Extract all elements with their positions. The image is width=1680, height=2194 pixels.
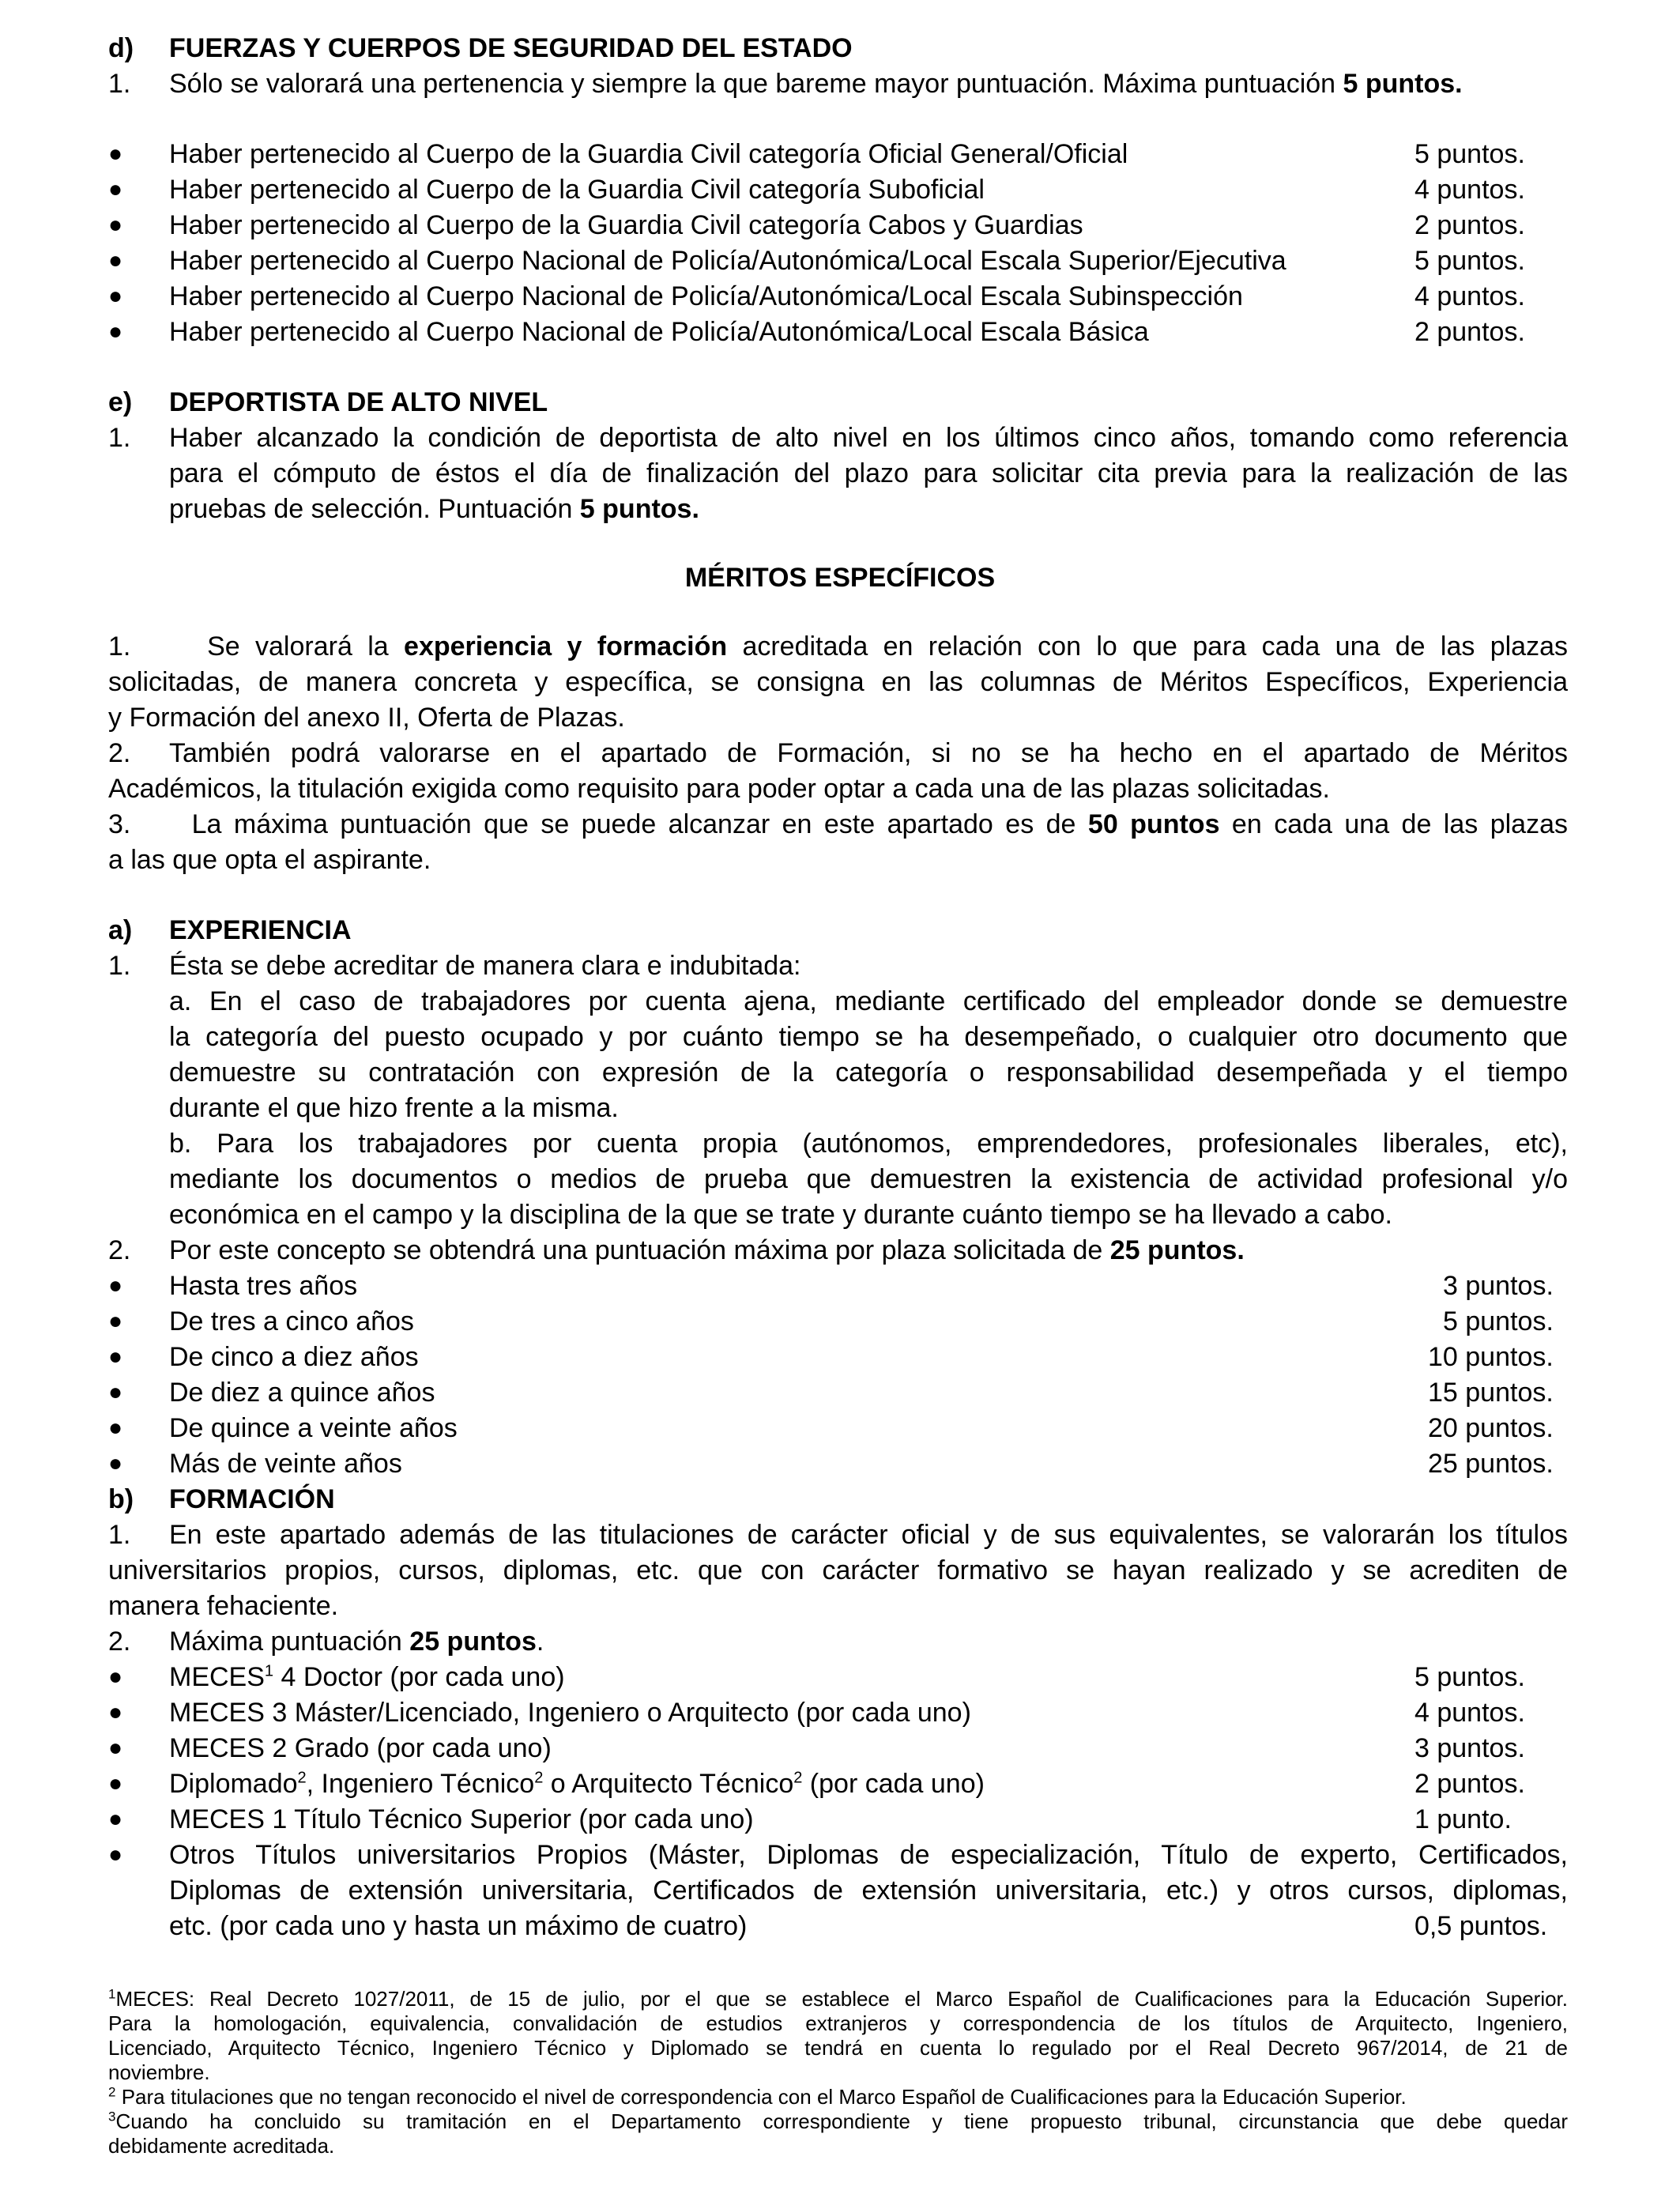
paragraph-text: a las que opta el aspirante. xyxy=(108,845,431,875)
paragraph-text xyxy=(169,66,1463,101)
paragraph-text: En este apartado además de las titulaciones de carácter oficial y de sus equivalentes, se valorarán los títulos xyxy=(169,1520,1568,1550)
footnote-ref: 1 xyxy=(264,1662,274,1680)
footnote-text: Para la homologación, equivalencia, convalidación de estudios extranjeros y correspondencia de los títulos de Arquitecto, Ingeniero, xyxy=(108,2011,1568,2035)
item-text: Haber pertenecido al Cuerpo de la Guardia Civil categoría Suboficial xyxy=(169,175,985,205)
item-points: 2 puntos. xyxy=(1414,317,1525,347)
paragraph-number: 1. xyxy=(108,951,131,981)
paragraph-text xyxy=(108,629,1568,664)
footnote-text: Para titulaciones que no tengan reconocido el nivel de correspondencia con el Marco Español de Cualificaciones para la Educación Superior. xyxy=(115,2085,1407,2109)
item-text: De cinco a diez años xyxy=(169,1342,419,1372)
meritos-heading: MÉRITOS ESPECÍFICOS xyxy=(684,563,996,593)
footnote-ref: 2 xyxy=(793,1769,803,1787)
text-run: acreditada en relación con lo que para cada una de las plazas xyxy=(727,631,1569,662)
paragraph-text: mediante los documentos o medios de prueba que demuestren la existencia de actividad profesional y/o xyxy=(169,1164,1568,1194)
footnote-text: debidamente acreditada. xyxy=(108,2134,335,2158)
paragraph-text: Ésta se debe acreditar de manera clara e indubitada: xyxy=(169,951,801,981)
footnote-1-line xyxy=(108,2036,1568,2060)
bullet-icon: ● xyxy=(108,283,123,309)
paragraph-text xyxy=(169,492,699,526)
paragraph-number: 1. xyxy=(108,423,131,453)
paragraph-text: y Formación del anexo II, Oferta de Plazas. xyxy=(108,703,625,733)
item-points: 15 puntos. xyxy=(1428,1378,1554,1408)
item-text: Haber pertenecido al Cuerpo Nacional de Policía/Autonómica/Local Escala Superior/Ejecutiva xyxy=(169,246,1286,276)
section-letter: d) xyxy=(108,33,134,63)
paragraph-text: para el cómputo de éstos el día de finalización del plazo para solicitar cita previa para la realización de las xyxy=(169,458,1568,488)
bullet-icon: ● xyxy=(108,1770,123,1796)
item-text: De tres a cinco años xyxy=(169,1306,414,1336)
footnote-text: Cuando ha concluido su tramitación en el Departamento correspondiente y tiene propuesto tribunal, circunstancia que debe quedar xyxy=(115,2109,1568,2133)
footnote-ref: 2 xyxy=(534,1769,544,1787)
text-run: Se valorará la xyxy=(207,631,405,662)
item-text: Haber pertenecido al Cuerpo de la Guardia Civil categoría Oficial General/Oficial xyxy=(169,139,1128,169)
bold-run: 25 puntos. xyxy=(1109,1235,1245,1265)
paragraph-text: manera fehaciente. xyxy=(108,1591,339,1621)
bullet-icon: ● xyxy=(108,1344,123,1370)
item-text: etc. (por cada uno y hasta un máximo de cuatro) xyxy=(169,1911,748,1941)
text-run: Por este concepto se obtendrá una puntuación máxima por plaza solicitada de xyxy=(169,1235,1110,1265)
item-points: 5 puntos. xyxy=(1414,139,1525,169)
text-run: . xyxy=(536,1627,544,1657)
bullet-icon: ● xyxy=(108,1699,123,1725)
bullet-icon: ● xyxy=(108,141,123,167)
bullet-icon: ● xyxy=(108,1842,123,1868)
bold-run: 25 puntos xyxy=(409,1627,537,1657)
bold-run: 5 puntos. xyxy=(579,494,699,524)
paragraph-text: b. Para los trabajadores por cuenta propia (autónomos, emprendedores, profesionales liberales, etc), xyxy=(169,1129,1568,1159)
footnote-1-line xyxy=(108,2011,1568,2036)
item-text xyxy=(169,1660,565,1695)
text-run: , Ingeniero Técnico xyxy=(306,1769,535,1799)
paragraph-text: solicitadas, de manera concreta y específica, se consigna en las columnas de Méritos Específicos, Experiencia xyxy=(108,667,1568,697)
item-text: Otros Títulos universitarios Propios (Máster, Diplomas de especialización, Título de experto, Certificados, xyxy=(169,1840,1568,1870)
item-text: Haber pertenecido al Cuerpo Nacional de Policía/Autonómica/Local Escala Básica xyxy=(169,317,1149,347)
paragraph-number: 2. xyxy=(108,1235,131,1265)
text-run: en cada una de las plazas xyxy=(1219,809,1569,839)
text-run: (por cada uno) xyxy=(802,1769,985,1799)
text-run: o Arquitecto Técnico xyxy=(543,1769,794,1799)
item-points: 3 puntos. xyxy=(1414,1733,1525,1763)
bold-run: experiencia y formación xyxy=(404,631,728,662)
section-letter: e) xyxy=(108,387,133,417)
item-text: MECES 2 Grado (por cada uno) xyxy=(169,1733,552,1763)
bullet-icon: ● xyxy=(108,1450,123,1476)
paragraph-text: a. En el caso de trabajadores por cuenta ajena, mediante certificado del empleador donde se demuestre xyxy=(169,986,1568,1016)
footnote-marker: 3 xyxy=(108,2109,116,2124)
section-letter: b) xyxy=(108,1484,134,1514)
bullet-icon: ● xyxy=(108,1308,123,1334)
bold-run: 5 puntos. xyxy=(1343,69,1463,99)
bullet-icon: ● xyxy=(108,1272,123,1299)
text-run: 4 Doctor (por cada uno) xyxy=(273,1662,565,1692)
footnote-2 xyxy=(108,2085,1407,2109)
item-points: 10 puntos. xyxy=(1428,1342,1554,1372)
section-title: DEPORTISTA DE ALTO NIVEL xyxy=(169,387,548,417)
item-text: Hasta tres años xyxy=(169,1271,358,1301)
item-points: 5 puntos. xyxy=(1414,1662,1525,1692)
bullet-icon: ● xyxy=(108,176,123,202)
item-points: 25 puntos. xyxy=(1428,1449,1554,1479)
item-points: 2 puntos. xyxy=(1414,210,1525,240)
item-points: 5 puntos. xyxy=(1443,1306,1554,1336)
text-run: La máxima puntuación que se puede alcanzar en este apartado es de xyxy=(191,809,1088,839)
footnote-text: MECES: Real Decreto 1027/2011, de 15 de julio, por el que se establece el Marco Español de Cualificaciones para la Educación Superior. xyxy=(115,1987,1568,2011)
item-points: 20 puntos. xyxy=(1428,1413,1554,1443)
text-run: MECES xyxy=(169,1662,265,1692)
footnote-text: Licenciado, Arquitecto Técnico, Ingeniero Técnico y Diplomado se tendrá en cuenta lo regulado por el Real Decreto 967/2014, de 21 de xyxy=(108,2036,1568,2060)
bullet-icon: ● xyxy=(108,1735,123,1761)
item-text: MECES 1 Título Técnico Superior (por cada uno) xyxy=(169,1804,754,1834)
paragraph-text xyxy=(108,807,1568,842)
item-points: 0,5 puntos. xyxy=(1414,1911,1548,1941)
bullet-icon: ● xyxy=(108,1379,123,1405)
footnote-3-line xyxy=(108,2134,334,2158)
item-points: 2 puntos. xyxy=(1414,1769,1525,1799)
item-text: Diplomas de extensión universitaria, Certificados de extensión universitaria, etc.) y otros cursos, diplomas, xyxy=(169,1875,1568,1906)
section-title: FUERZAS Y CUERPOS DE SEGURIDAD DEL ESTADO xyxy=(169,33,853,63)
item-points: 5 puntos. xyxy=(1414,246,1525,276)
paragraph-number: 1. xyxy=(108,1520,131,1550)
item-text: De quince a veinte años xyxy=(169,1413,458,1443)
text-run: Diplomado xyxy=(169,1769,298,1799)
paragraph-text: la categoría del puesto ocupado y por cuánto tiempo se ha desempeñado, o cualquier otro documento que xyxy=(169,1022,1568,1052)
item-points: 4 puntos. xyxy=(1414,175,1525,205)
item-text xyxy=(169,1766,985,1801)
paragraph-text: universitarios propios, cursos, diplomas, etc. que con carácter formativo se hayan realizado y se acrediten de xyxy=(108,1555,1568,1585)
paragraph-text: También podrá valorarse en el apartado de Formación, si no se ha hecho en el apartado de Méritos xyxy=(169,738,1568,768)
footnote-text: noviembre. xyxy=(108,2060,210,2084)
footnote-1-line xyxy=(108,2060,210,2085)
bullet-icon: ● xyxy=(108,212,123,238)
text-run: pruebas de selección. Puntuación xyxy=(169,494,580,524)
footnote-1-line xyxy=(108,1987,1568,2011)
footnote-marker: 2 xyxy=(108,2084,116,2100)
item-points: 4 puntos. xyxy=(1414,281,1525,311)
item-points: 1 punto. xyxy=(1414,1804,1512,1834)
item-points: 3 puntos. xyxy=(1443,1271,1554,1301)
item-text: De diez a quince años xyxy=(169,1378,435,1408)
footnote-marker: 1 xyxy=(108,1986,116,2002)
item-text: Haber pertenecido al Cuerpo de la Guardia Civil categoría Cabos y Guardias xyxy=(169,210,1083,240)
paragraph-text: durante el que hizo frente a la misma. xyxy=(169,1093,619,1123)
bullet-icon: ● xyxy=(108,1415,123,1441)
paragraph-text: Haber alcanzado la condición de deportista de alto nivel en los últimos cinco años, tomando como referencia xyxy=(169,423,1568,453)
paragraph-text: económica en el campo y la disciplina de la que se trate y durante cuánto tiempo se ha llevado a cabo. xyxy=(169,1200,1392,1230)
item-text: MECES 3 Máster/Licenciado, Ingeniero o Arquitecto (por cada uno) xyxy=(169,1698,971,1728)
paragraph-number: 2. xyxy=(108,1627,131,1657)
item-text: Más de veinte años xyxy=(169,1449,402,1479)
text-run: Máxima puntuación xyxy=(169,1627,410,1657)
paragraph-text xyxy=(169,1233,1245,1268)
section-title: EXPERIENCIA xyxy=(169,915,352,945)
bullet-icon: ● xyxy=(108,247,123,273)
section-letter: a) xyxy=(108,915,133,945)
paragraph-number: 3. xyxy=(108,809,131,839)
paragraph-number: 1. xyxy=(108,631,131,662)
text-run: Sólo se valorará una pertenencia y siempre la que bareme mayor puntuación. Máxima puntuación xyxy=(169,69,1343,99)
bullet-icon: ● xyxy=(108,1806,123,1832)
paragraph-text: demuestre su contratación con expresión de la categoría o responsabilidad desempeñada y el tiempo xyxy=(169,1057,1568,1088)
paragraph-text xyxy=(169,1624,544,1659)
footnote-3-line xyxy=(108,2109,1568,2134)
item-points: 4 puntos. xyxy=(1414,1698,1525,1728)
bold-run: 50 puntos xyxy=(1087,809,1220,839)
bullet-icon: ● xyxy=(108,319,123,345)
paragraph-number: 1. xyxy=(108,69,131,99)
item-text: Haber pertenecido al Cuerpo Nacional de Policía/Autonómica/Local Escala Subinspección xyxy=(169,281,1243,311)
paragraph-number: 2. xyxy=(108,738,131,768)
section-title: FORMACIÓN xyxy=(169,1484,335,1514)
footnote-ref: 2 xyxy=(297,1769,307,1787)
paragraph-text: Académicos, la titulación exigida como requisito para poder optar a cada una de las plazas solicitadas. xyxy=(108,774,1331,804)
bullet-icon: ● xyxy=(108,1664,123,1690)
